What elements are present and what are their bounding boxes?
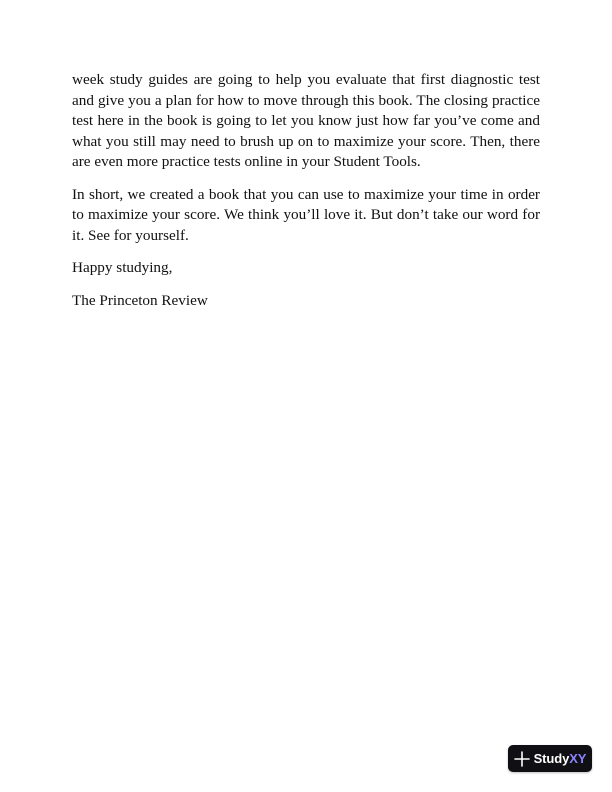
studyxy-badge[interactable] xyxy=(508,745,592,772)
document-body xyxy=(72,70,540,323)
body-paragraph: In short, we created a book that you can use to maximize your time in order to maximize your score. We think you’ll love it. But don’t take our word for it. See for yourself. xyxy=(72,185,540,244)
brand-text-xy: XY xyxy=(569,751,587,766)
brand-text-study: Study xyxy=(533,751,570,766)
closing-salutation: Happy studying, xyxy=(72,259,173,276)
signature: The Princeton Review xyxy=(72,291,208,309)
plus-icon xyxy=(514,751,530,767)
studyxy-logo-text xyxy=(534,752,587,765)
body-paragraph: week study guides are going to help you evaluate that first diagnostic test and give you a plan for how to move through this book. The closing practice test here in the book is going to let you know just how far you’ve come and what you still may need to brush up on to maximize your score. Then, there are even more practice tests online in your Student Tools. xyxy=(72,71,540,170)
